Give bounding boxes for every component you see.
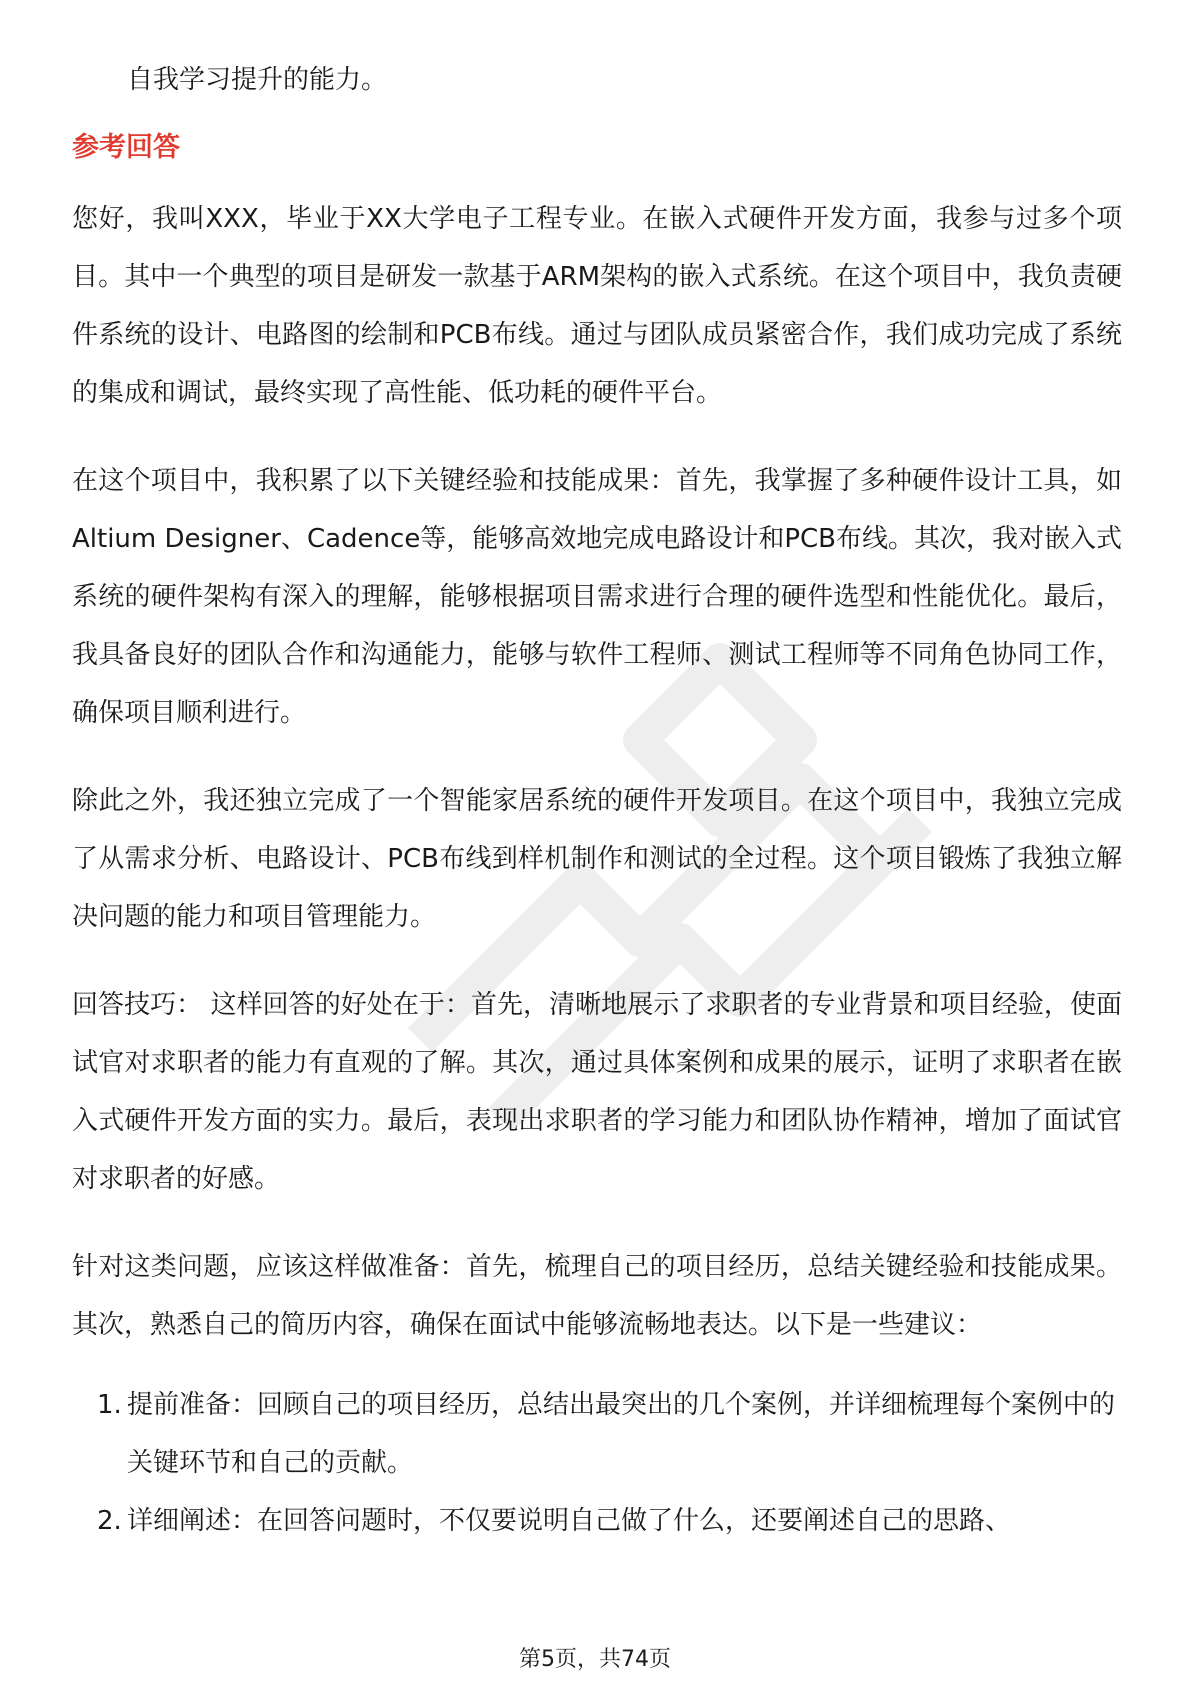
list-item-number: 1. (97, 1390, 122, 1420)
paragraph-intro: 您好，我叫XXX，毕业于XX大学电子工程专业。在嵌入式硬件开发方面，我参与过多个项目。其中一个典型的项目是研发一款基于ARM架构的嵌入式系统。在这个项目中，我负责硬件系统的设计、电路图的绘制和PCB布线。通过与团队成员紧密合作，我们成功完成了系统的集成和调试，最终实现了高性能、低功耗的硬件平台。 (72, 204, 1122, 408)
paragraph-preparation: 针对这类问题，应该这样做准备：首先，梳理自己的项目经历，总结关键经验和技能成果。其次，熟悉自己的简历内容，确保在面试中能够流畅地表达。以下是一些建议： (72, 1252, 1122, 1340)
list-item-text: 提前准备：回顾自己的项目经历，总结出最突出的几个案例，并详细梳理每个案例中的关键环节和自己的贡献。 (127, 1390, 1116, 1478)
list-item (72, 1492, 1122, 1550)
suggestion-list (72, 1376, 1122, 1550)
list-item-number: 2. (97, 1506, 122, 1536)
continuation-text: 自我学习提升的能力。 (127, 65, 388, 95)
paragraph-answer-tips: 回答技巧： 这样回答的好处在于：首先，清晰地展示了求职者的专业背景和项目经验，使面试官对求职者的能力有直观的了解。其次，通过具体案例和成果的展示，证明了求职者在嵌入式硬件开发方面的实力。最后，表现出求职者的学习能力和团队协作精神，增加了面试官对求职者的好感。 (72, 990, 1122, 1194)
list-item-text: 详细阐述：在回答问题时，不仅要说明自己做了什么，还要阐述自己的思路、 (127, 1506, 1012, 1536)
page-footer: 第5页，共74页 (519, 1647, 671, 1672)
list-item (72, 1376, 1122, 1492)
document-page (72, 60, 1122, 1550)
paragraph-independent-project: 除此之外，我还独立完成了一个智能家居系统的硬件开发项目。在这个项目中，我独立完成了从需求分析、电路设计、PCB布线到样机制作和测试的全过程。这个项目锻炼了我独立解决问题的能力和项目管理能力。 (72, 786, 1122, 932)
section-heading-reference-answer: 参考回答 (72, 132, 180, 163)
paragraph-experience: 在这个项目中，我积累了以下关键经验和技能成果：首先，我掌握了多种硬件设计工具，如Altium Designer、Cadence等，能够高效地完成电路设计和PCB布线。其次，我对嵌入式系统的硬件架构有深入的理解，能够根据项目需求进行合理的硬件选型和性能优化。最后，我具备良好的团队合作和沟通能力，能够与软件工程师、测试工程师等不同角色协同工作，确保项目顺利进行。 (72, 466, 1122, 728)
